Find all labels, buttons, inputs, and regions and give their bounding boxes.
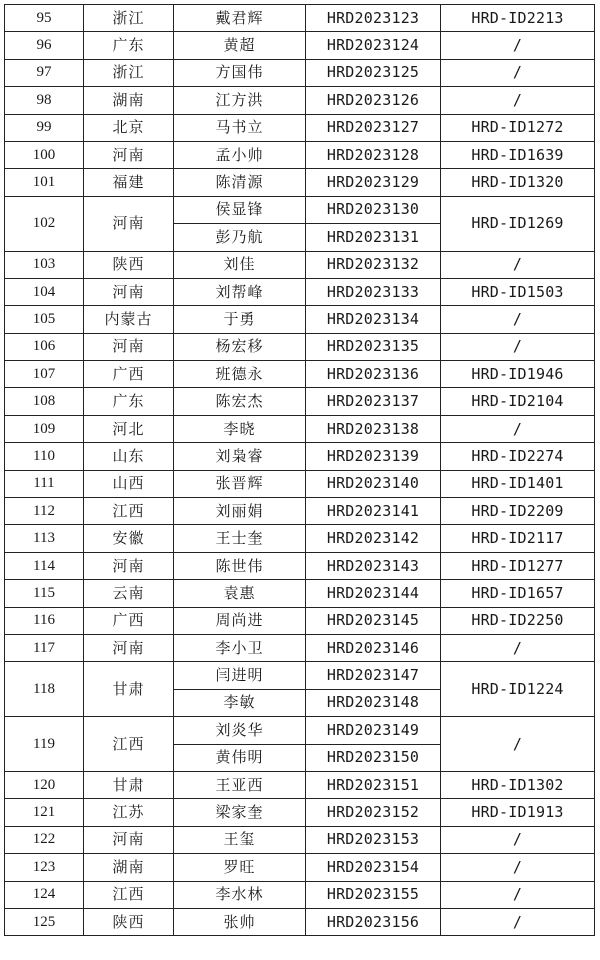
registration-code-cell: HRD2023150 <box>306 744 441 771</box>
name-cell: 于勇 <box>174 306 306 333</box>
certificate-id-cell: / <box>441 717 595 772</box>
roster-table <box>4 4 595 936</box>
province-cell: 广西 <box>84 361 174 388</box>
table-row <box>5 634 595 661</box>
row-number: 118 <box>5 662 84 717</box>
table-row <box>5 278 595 305</box>
province-cell: 云南 <box>84 580 174 607</box>
table-row <box>5 87 595 114</box>
registration-code-cell: HRD2023124 <box>306 32 441 59</box>
registration-code-cell: HRD2023126 <box>306 87 441 114</box>
province-cell: 湖南 <box>84 854 174 881</box>
province-cell: 河南 <box>84 196 174 251</box>
province-cell: 山西 <box>84 470 174 497</box>
province-cell: 安徽 <box>84 525 174 552</box>
name-cell: 陈宏杰 <box>174 388 306 415</box>
name-cell: 江方洪 <box>174 87 306 114</box>
row-number: 102 <box>5 196 84 251</box>
name-cell: 刘丽娟 <box>174 498 306 525</box>
certificate-id-cell: HRD-ID2117 <box>441 525 595 552</box>
row-number: 124 <box>5 881 84 908</box>
table-row <box>5 908 595 935</box>
name-cell: 马书立 <box>174 114 306 141</box>
table-row <box>5 141 595 168</box>
row-number: 100 <box>5 141 84 168</box>
registration-code-cell: HRD2023130 <box>306 196 441 223</box>
registration-code-cell: HRD2023153 <box>306 826 441 853</box>
certificate-id-cell: HRD-ID1946 <box>441 361 595 388</box>
name-cell: 彭乃航 <box>174 224 306 251</box>
province-cell: 河南 <box>84 333 174 360</box>
province-cell: 广东 <box>84 32 174 59</box>
registration-code-cell: HRD2023146 <box>306 634 441 661</box>
name-cell: 李晓 <box>174 415 306 442</box>
province-cell: 河北 <box>84 415 174 442</box>
row-number: 122 <box>5 826 84 853</box>
certificate-id-cell: HRD-ID2250 <box>441 607 595 634</box>
registration-code-cell: HRD2023143 <box>306 552 441 579</box>
certificate-id-cell: HRD-ID1913 <box>441 799 595 826</box>
table-row <box>5 333 595 360</box>
registration-code-cell: HRD2023155 <box>306 881 441 908</box>
row-number: 113 <box>5 525 84 552</box>
registration-code-cell: HRD2023131 <box>306 224 441 251</box>
name-cell: 王亚西 <box>174 771 306 798</box>
name-cell: 周尚进 <box>174 607 306 634</box>
table-row <box>5 251 595 278</box>
name-cell: 罗旺 <box>174 854 306 881</box>
certificate-id-cell: / <box>441 415 595 442</box>
row-number: 96 <box>5 32 84 59</box>
certificate-id-cell: HRD-ID1277 <box>441 552 595 579</box>
registration-code-cell: HRD2023138 <box>306 415 441 442</box>
registration-code-cell: HRD2023136 <box>306 361 441 388</box>
name-cell: 闫进明 <box>174 662 306 689</box>
table-row <box>5 196 595 223</box>
registration-code-cell: HRD2023148 <box>306 689 441 716</box>
table-row <box>5 388 595 415</box>
registration-code-cell: HRD2023133 <box>306 278 441 305</box>
table-row <box>5 662 595 689</box>
table-row <box>5 525 595 552</box>
province-cell: 江西 <box>84 498 174 525</box>
table-row <box>5 799 595 826</box>
province-cell: 浙江 <box>84 5 174 32</box>
certificate-id-cell: / <box>441 251 595 278</box>
name-cell: 王士奎 <box>174 525 306 552</box>
row-number: 125 <box>5 908 84 935</box>
row-number: 115 <box>5 580 84 607</box>
table-row <box>5 607 595 634</box>
table-row <box>5 114 595 141</box>
certificate-id-cell: / <box>441 908 595 935</box>
registration-code-cell: HRD2023140 <box>306 470 441 497</box>
certificate-id-cell: HRD-ID1657 <box>441 580 595 607</box>
name-cell: 梁家奎 <box>174 799 306 826</box>
row-number: 104 <box>5 278 84 305</box>
province-cell: 内蒙古 <box>84 306 174 333</box>
certificate-id-cell: / <box>441 87 595 114</box>
certificate-id-cell: HRD-ID1320 <box>441 169 595 196</box>
province-cell: 广东 <box>84 388 174 415</box>
province-cell: 山东 <box>84 443 174 470</box>
certificate-id-cell: HRD-ID1224 <box>441 662 595 717</box>
registration-code-cell: HRD2023137 <box>306 388 441 415</box>
registration-code-cell: HRD2023134 <box>306 306 441 333</box>
province-cell: 江西 <box>84 881 174 908</box>
registration-code-cell: HRD2023141 <box>306 498 441 525</box>
table-row <box>5 826 595 853</box>
name-cell: 陈世伟 <box>174 552 306 579</box>
registration-code-cell: HRD2023149 <box>306 717 441 744</box>
name-cell: 刘炎华 <box>174 717 306 744</box>
province-cell: 陕西 <box>84 908 174 935</box>
row-number: 98 <box>5 87 84 114</box>
province-cell: 河南 <box>84 141 174 168</box>
name-cell: 侯显锋 <box>174 196 306 223</box>
row-number: 97 <box>5 59 84 86</box>
registration-code-cell: HRD2023145 <box>306 607 441 634</box>
table-row <box>5 498 595 525</box>
row-number: 121 <box>5 799 84 826</box>
name-cell: 孟小帅 <box>174 141 306 168</box>
table-row <box>5 361 595 388</box>
table-row <box>5 59 595 86</box>
province-cell: 江苏 <box>84 799 174 826</box>
certificate-id-cell: HRD-ID1639 <box>441 141 595 168</box>
table-row <box>5 552 595 579</box>
registration-code-cell: HRD2023144 <box>306 580 441 607</box>
province-cell: 河南 <box>84 826 174 853</box>
name-cell: 李敏 <box>174 689 306 716</box>
registration-code-cell: HRD2023151 <box>306 771 441 798</box>
name-cell: 戴君辉 <box>174 5 306 32</box>
row-number: 109 <box>5 415 84 442</box>
table-row <box>5 443 595 470</box>
province-cell: 湖南 <box>84 87 174 114</box>
province-cell: 河南 <box>84 634 174 661</box>
province-cell: 广西 <box>84 607 174 634</box>
table-row <box>5 415 595 442</box>
row-number: 112 <box>5 498 84 525</box>
registration-code-cell: HRD2023125 <box>306 59 441 86</box>
table-row <box>5 771 595 798</box>
row-number: 95 <box>5 5 84 32</box>
certificate-id-cell: HRD-ID1269 <box>441 196 595 251</box>
name-cell: 刘枭睿 <box>174 443 306 470</box>
name-cell: 李小卫 <box>174 634 306 661</box>
registration-code-cell: HRD2023123 <box>306 5 441 32</box>
registration-code-cell: HRD2023152 <box>306 799 441 826</box>
province-cell: 北京 <box>84 114 174 141</box>
name-cell: 王玺 <box>174 826 306 853</box>
name-cell: 方国伟 <box>174 59 306 86</box>
certificate-id-cell: HRD-ID2274 <box>441 443 595 470</box>
registration-code-cell: HRD2023154 <box>306 854 441 881</box>
province-cell: 甘肃 <box>84 662 174 717</box>
table-row <box>5 854 595 881</box>
registration-code-cell: HRD2023135 <box>306 333 441 360</box>
row-number: 99 <box>5 114 84 141</box>
row-number: 120 <box>5 771 84 798</box>
registration-code-cell: HRD2023142 <box>306 525 441 552</box>
certificate-id-cell: HRD-ID2104 <box>441 388 595 415</box>
row-number: 107 <box>5 361 84 388</box>
row-number: 111 <box>5 470 84 497</box>
certificate-id-cell: / <box>441 32 595 59</box>
province-cell: 甘肃 <box>84 771 174 798</box>
table-row <box>5 470 595 497</box>
province-cell: 河南 <box>84 278 174 305</box>
table-row <box>5 306 595 333</box>
row-number: 114 <box>5 552 84 579</box>
table-row <box>5 881 595 908</box>
name-cell: 刘佳 <box>174 251 306 278</box>
row-number: 117 <box>5 634 84 661</box>
registration-code-cell: HRD2023132 <box>306 251 441 278</box>
row-number: 108 <box>5 388 84 415</box>
table-row <box>5 580 595 607</box>
row-number: 110 <box>5 443 84 470</box>
certificate-id-cell: / <box>441 306 595 333</box>
roster-table-body <box>5 5 595 936</box>
certificate-id-cell: / <box>441 826 595 853</box>
certificate-id-cell: / <box>441 634 595 661</box>
certificate-id-cell: HRD-ID1302 <box>441 771 595 798</box>
name-cell: 袁惠 <box>174 580 306 607</box>
name-cell: 刘帮峰 <box>174 278 306 305</box>
province-cell: 福建 <box>84 169 174 196</box>
certificate-id-cell: HRD-ID2213 <box>441 5 595 32</box>
row-number: 106 <box>5 333 84 360</box>
certificate-id-cell: / <box>441 333 595 360</box>
certificate-id-cell: / <box>441 59 595 86</box>
name-cell: 张帅 <box>174 908 306 935</box>
row-number: 103 <box>5 251 84 278</box>
province-cell: 河南 <box>84 552 174 579</box>
row-number: 116 <box>5 607 84 634</box>
name-cell: 黄超 <box>174 32 306 59</box>
certificate-id-cell: HRD-ID1272 <box>441 114 595 141</box>
province-cell: 陕西 <box>84 251 174 278</box>
name-cell: 陈清源 <box>174 169 306 196</box>
province-cell: 浙江 <box>84 59 174 86</box>
registration-code-cell: HRD2023156 <box>306 908 441 935</box>
registration-code-cell: HRD2023127 <box>306 114 441 141</box>
name-cell: 张晋辉 <box>174 470 306 497</box>
name-cell: 班德永 <box>174 361 306 388</box>
row-number: 105 <box>5 306 84 333</box>
table-row <box>5 32 595 59</box>
table-row <box>5 5 595 32</box>
registration-code-cell: HRD2023147 <box>306 662 441 689</box>
certificate-id-cell: HRD-ID1401 <box>441 470 595 497</box>
certificate-id-cell: HRD-ID1503 <box>441 278 595 305</box>
registration-code-cell: HRD2023128 <box>306 141 441 168</box>
certificate-id-cell: / <box>441 881 595 908</box>
table-row <box>5 169 595 196</box>
certificate-id-cell: / <box>441 854 595 881</box>
name-cell: 杨宏移 <box>174 333 306 360</box>
row-number: 101 <box>5 169 84 196</box>
row-number: 119 <box>5 717 84 772</box>
row-number: 123 <box>5 854 84 881</box>
table-row <box>5 717 595 744</box>
province-cell: 江西 <box>84 717 174 772</box>
name-cell: 李水林 <box>174 881 306 908</box>
certificate-id-cell: HRD-ID2209 <box>441 498 595 525</box>
registration-code-cell: HRD2023129 <box>306 169 441 196</box>
name-cell: 黄伟明 <box>174 744 306 771</box>
registration-code-cell: HRD2023139 <box>306 443 441 470</box>
